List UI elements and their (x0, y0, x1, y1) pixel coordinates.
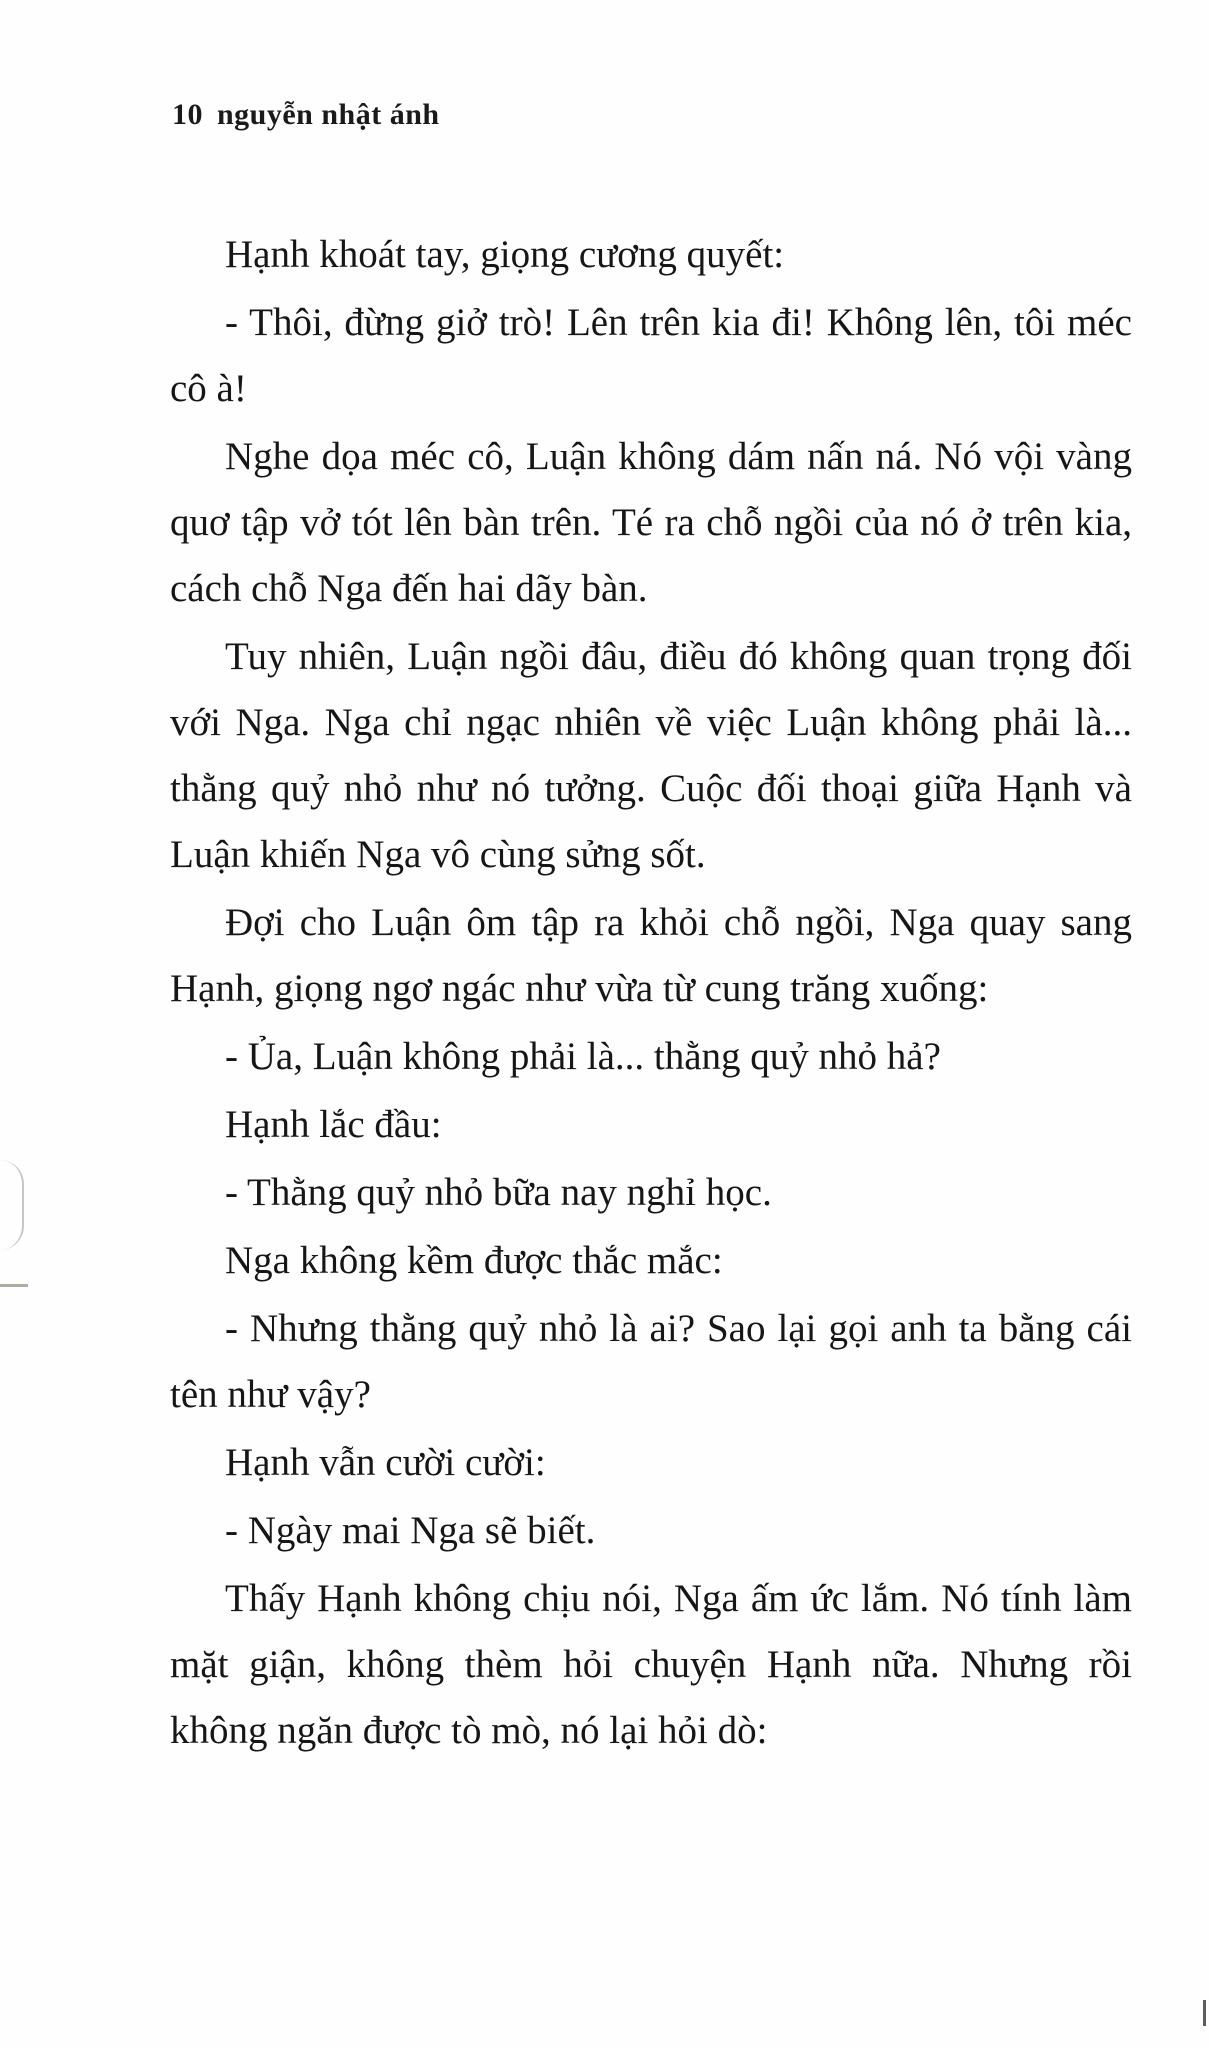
paragraph: Hạnh khoát tay, giọng cương quyết: (225, 233, 785, 276)
dialogue-line: - Nhưng thằng quỷ nhỏ là ai? Sao lại gọi anh ta bằng cái tên như vậy? (170, 1307, 1132, 1416)
running-head (172, 98, 440, 132)
paragraph: Hạnh lắc đầu: (225, 1103, 442, 1146)
author-name: nguyễn nhật ánh (217, 98, 440, 131)
scan-artifact-dash (0, 1284, 28, 1287)
paragraph: Thấy Hạnh không chịu nói, Nga ấm ức lắm. Nó tính làm mặt giận, không thèm hỏi chuyện Hạnh nữa. Nhưng rồi không ngăn được tò mò, nó lại hỏi dò: (170, 1577, 1132, 1752)
paragraph: Nghe dọa méc cô, Luận không dám nấn ná. Nó vội vàng quơ tập vở tót lên bàn trên. Té ra chỗ ngồi của nó ở trên kia, cách chỗ Nga đến hai dãy bàn. (170, 435, 1132, 610)
dialogue-line: - Ngày mai Nga sẽ biết. (225, 1509, 596, 1552)
dialogue-line: - Thôi, đừng giở trò! Lên trên kia đi! Không lên, tôi méc cô à! (170, 301, 1132, 410)
scan-artifact-mark (1203, 2000, 1206, 2026)
dialogue-line: - Thằng quỷ nhỏ bữa nay nghỉ học. (225, 1171, 772, 1214)
page-number: 10 (172, 98, 203, 131)
paragraph: Đợi cho Luận ôm tập ra khỏi chỗ ngồi, Nga quay sang Hạnh, giọng ngơ ngác như vừa từ cung trăng xuống: (170, 901, 1132, 1010)
paragraph: Hạnh vẫn cười cười: (225, 1441, 546, 1484)
paragraph: Nga không kềm được thắc mắc: (225, 1239, 723, 1282)
dialogue-line: - Ủa, Luận không phải là... thằng quỷ nhỏ hả? (225, 1035, 941, 1078)
paragraph: Tuy nhiên, Luận ngồi đâu, điều đó không quan trọng đối với Nga. Nga chỉ ngạc nhiên về việc Luận không phải là... thằng quỷ nhỏ như nó tưởng. Cuộc đối thoại giữa Hạnh và Luận khiến Nga vô cùng sửng sốt. (170, 635, 1132, 876)
scan-artifact-curve (0, 1160, 24, 1250)
body-text (170, 222, 1132, 1766)
